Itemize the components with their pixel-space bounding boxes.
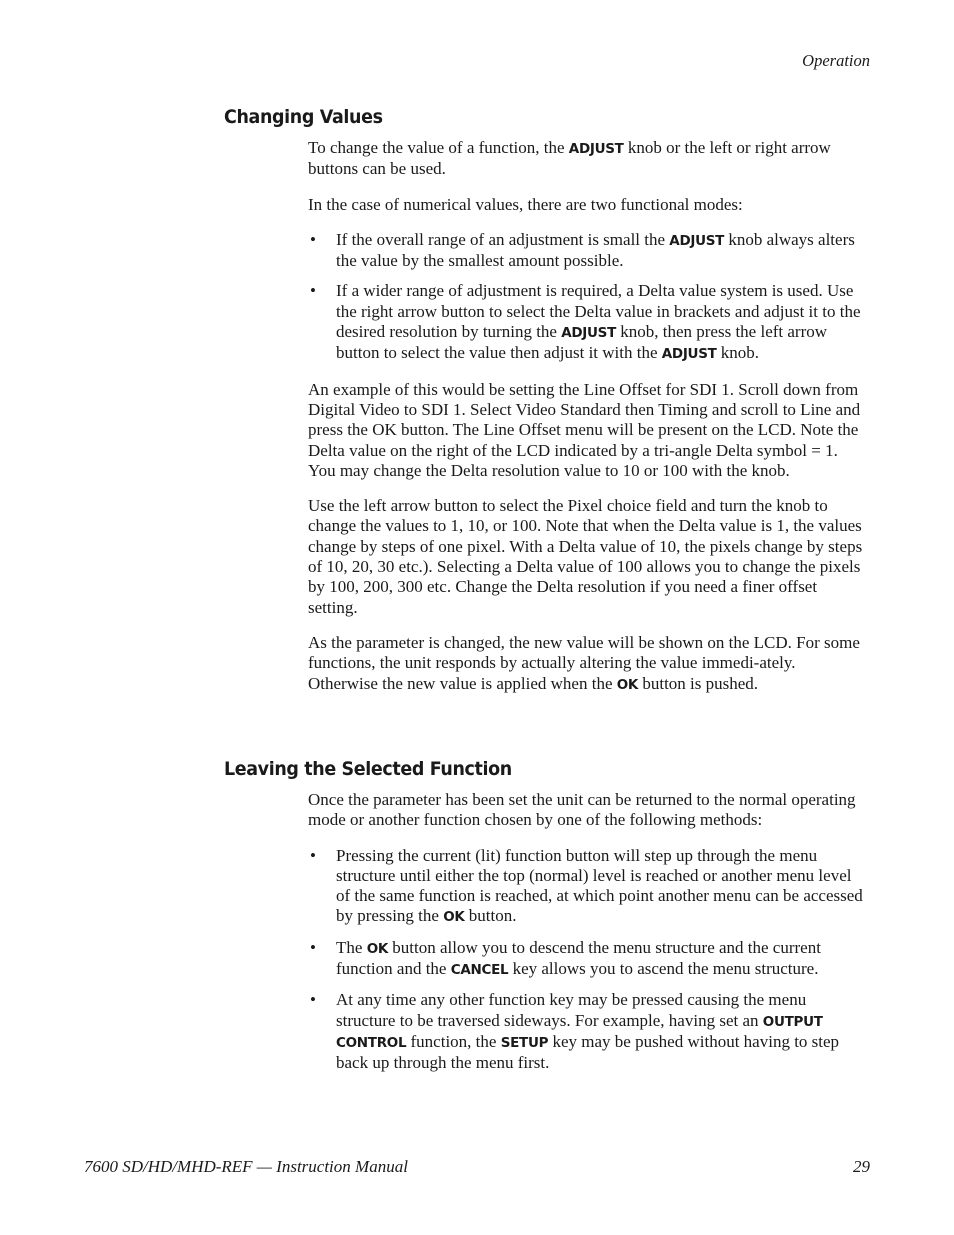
list-item <box>308 230 868 272</box>
text: knob, then press the left arrow button to select the value then adjust it with the <box>336 322 828 363</box>
running-head: Operation <box>802 51 870 70</box>
paragraph: Once the parameter has been set the unit can be returned to the normal operating mode or another function chosen by one of the following methods: <box>308 790 856 830</box>
keyword-setup: SETUP <box>500 1034 549 1051</box>
paragraph: In the case of numerical values, there are two functional modes: <box>308 194 743 214</box>
text: knob or the left or right arrow buttons can be used. <box>308 138 831 179</box>
text: knob always alters the value by the smallest amount possible. <box>336 229 855 271</box>
keyword-ok: OK <box>366 940 389 957</box>
section-body-changing-values <box>308 138 868 710</box>
keyword-output-control: OUTPUT CONTROL <box>336 1013 823 1051</box>
text: button. <box>464 906 517 926</box>
keyword-ok: OK <box>443 909 465 926</box>
text: knob. <box>716 343 760 363</box>
text: As the parameter is changed, the new value will be shown on the LCD. For some functions, the unit responds by actually altering the value immedi-ately. Otherwise the new value is applied when the <box>308 632 860 693</box>
keyword-cancel: CANCEL <box>450 962 509 979</box>
list-item <box>308 846 868 928</box>
keyword-ok: OK <box>616 676 639 693</box>
text: The <box>336 937 367 957</box>
text: function, the <box>406 1031 501 1051</box>
text: Pressing the current (lit) function button will step up through the menu structure until either the top (normal) level is reached or another menu level of the same function is reached, at which point another menu can be accessed by pressing the <box>336 845 863 926</box>
section-heading-leaving-function: Leaving the Selected Function <box>224 758 512 780</box>
text: If the overall range of an adjustment is small the <box>336 229 670 249</box>
paragraph: An example of this would be setting the Line Offset for SDI 1. Scroll down from Digital Video to SDI 1. Select Video Standard then Timing and scroll to Line and press the OK button. The Line Offset menu will be present on the LCD. Note the Delta value on the right of the LCD indicated by a tri-angle Delta symbol = 1. You may change the Delta resolution value to 10 or 100 with the knob. <box>308 379 861 480</box>
keyword-adjust: ADJUST <box>661 346 717 363</box>
text: key may be pushed without having to step back up through the menu first. <box>336 1031 840 1073</box>
section-body-leaving-function <box>308 790 868 1089</box>
list-item <box>308 938 868 981</box>
text: If a wider range of adjustment is required, a Delta value system is used. Use the right arrow button to select the Delta value in brackets and adjust it to the desired resolution by turning the <box>336 281 861 342</box>
keyword-adjust: ADJUST <box>669 232 725 249</box>
keyword-adjust: ADJUST <box>561 325 616 342</box>
text: key allows you to ascend the menu structure. <box>508 959 819 979</box>
text: At any time any other function key may be pressed causing the menu structure to be traversed sideways. For example, having set an <box>336 990 807 1030</box>
text: To change the value of a function, the <box>308 138 569 157</box>
text: button allow you to descend the menu structure and the current function and the <box>336 937 821 979</box>
text: button is pushed. <box>638 673 759 693</box>
footer-page-number: 29 <box>853 1157 870 1176</box>
bullet-list <box>308 846 868 1074</box>
section-heading-changing-values: Changing Values <box>224 106 383 128</box>
list-item <box>308 990 868 1073</box>
paragraph: Use the left arrow button to select the Pixel choice field and turn the knob to change the values to 1, 10, or 100. Note that when the Delta value is 1, the values change by steps of one pixel. With a Delta value of 10, the pixels change by steps of 10, 20, 30 etc.). Selecting a Delta value of 100 allows you to change the pixels by 100, 200, 300 etc. Change the Delta resolution if you need a finer offset setting. <box>308 496 863 617</box>
footer-manual-title: 7600 SD/HD/MHD-REF — Instruction Manual <box>84 1157 408 1176</box>
paragraph <box>308 633 868 695</box>
keyword-adjust: ADJUST <box>568 141 624 157</box>
list-item <box>308 281 868 364</box>
paragraph <box>308 138 868 180</box>
bullet-list <box>308 230 868 365</box>
